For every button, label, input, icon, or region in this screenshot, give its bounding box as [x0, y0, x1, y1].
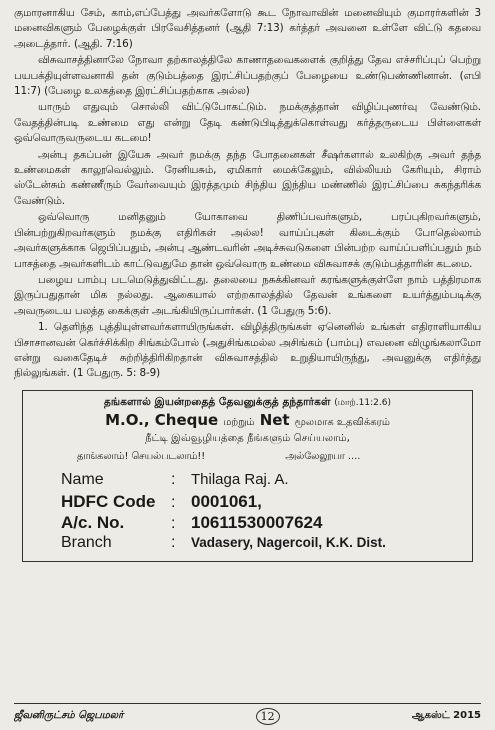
bank-details: [31, 471, 464, 555]
paragraph: பழைய பாம்பு படமெடுத்துவிட்டது. தலையை நசுக்கினவர் கரங்களுக்குள்ளே நாம் பத்திரமாக இருப்பதுதான் மிக நல்லது. ஆகையால் எற்றகாலத்தில் தேவன் உங்களை உயர்த்தும்படிக்கு அவருடைய பலத்த கைக்குள் அடங்கியிருப்பார்கள். (1 பேதுரு 5:6).: [14, 273, 481, 317]
bank-row-branch: Branch : Vadasery, Nagercoil, K.K. Dist.: [61, 533, 386, 551]
article-body: [14, 6, 481, 382]
donation-box-title: [31, 395, 464, 411]
exclamation-line: [31, 449, 464, 465]
exclamation-left: தாங்கலாம்! செயல்படலாம்!!: [77, 450, 206, 462]
bank-label: HDFC Code: [61, 491, 156, 511]
payment-mo-cheque: M.O., Cheque: [105, 410, 219, 429]
bank-row-account: A/c. No. : 10611530007624: [61, 512, 323, 532]
bank-row-code: HDFC Code : 0001061,: [61, 491, 262, 511]
ministry-line: நீட்டி இவ்வூழியத்தை நீங்களும் செய்யலாம்,: [145, 432, 350, 444]
bank-value: Thilaga Raj. A.: [191, 470, 289, 488]
bank-value: 0001061,: [191, 491, 262, 511]
bank-label: Branch: [61, 533, 112, 551]
paragraph: அன்பு தகப்பன் இயேசு அவர் நமக்கு தந்த போதனைகள் சீஷர்களால் உலகிற்கு அவர் தந்த உண்மைகள் காலூவெல்லும். ரேனியசும், ஏமிகார் மைக்கேலும், வில்லியம் கேரியும், சிராம் ஸ்டேன்சும் கண்ணீரும் வேர்வையும் இரத்தமும் சிந்திய இந்திய மண்ணில் இரட்சிப்பை சுகந்தரிக்க வேண்டும்.: [14, 148, 481, 207]
issue-date: ஆகஸ்ட் 2015: [411, 710, 481, 721]
paragraph: 1. தெளிந்த புத்தியுள்ளவர்களாயிருங்கள். விழித்திருங்கள் ஏனெனில் உங்கள் எதிராளியாகிய பிசாசானவன் கெர்ச்சிக்கிற சிங்கம்போல் (அதுசிங்கமல்ல அசிங்கம் (பாம்பு) எவனை விழுங்கலாமோ என்று வகைதேடிச் சுற்றித்திரிகிறதான் விசுவாசத்தில் உறுதியாயிருந்து, அவனுக்கு எதிர்த்து நில்லுங்கள். (1 பேதுரு. 5: 8-9): [14, 321, 481, 380]
paragraph: ஒவ்வொரு மனிதனும் யோகாவை திணிப்பவர்களும், பரப்புகிறவர்களும், பின்பற்றுகிறவர்களும் நமக்கு எதிரிகள் அல்ல! வாய்ப்புகள் கிடைக்கும் போதெல்லாம் அவர்களுக்காக ஜெபிப்பதும், அன்பு ஆண்டவரின் அடிச்சுவடுகளை பின்பற்ற வாய்ப்பளிப்பதும் நம் பாசத்தை அவர்களிடம் காட்டுவதுமே தான் ஒவ்வொரு உண்மை விசுவாசக் குடும்பத்தாரின் கடமை.: [14, 211, 481, 270]
paragraph: யாரும் எதுவும் சொல்லி விட்டுபோகட்டும். நமக்குத்தான் விழிப்புணர்வு வேண்டும். வேதத்தின்படி உண்மை எது என்று தேடி கண்டுபிடித்துக்கொள்வது கர்த்தருடைய பிள்ளைகள் ஒவ்வொருவருடைய கடமை!: [14, 101, 481, 145]
payment-and: மற்றும்: [223, 416, 255, 428]
bank-label: Name: [61, 470, 104, 488]
bank-value: Vadasery, Nagercoil, K.K. Dist.: [191, 534, 386, 550]
donation-box: [22, 390, 473, 562]
paragraph: குமாரனாகிய சேம், காம்,எப்பேத்து அவர்களோடு கூட நோவாவின் மனைவியும் குமாரர்களின் 3 மனைவிகளும் பேழைக்குள் பிரவேசித்தனர் (ஆதி 7:13) கர்த்தர் அவனை உள்ளே விட்டு கதவை அடைத்தார். (ஆதி. 7:16): [14, 7, 481, 50]
magazine-name: ஜீவனிருட்சம் ஜெபமலர்: [14, 710, 124, 721]
page-footer: [14, 703, 481, 728]
bank-label: A/c. No.: [61, 512, 125, 532]
bank-value: 10611530007624: [191, 512, 323, 532]
box-title-text: தங்களால் இயன்றதைத் தேவனுக்குத் தந்தார்கள்: [104, 395, 331, 408]
paragraph: விசுவாசத்தினாலே நோவா தற்காலத்திலே காணாதவைகளைக் குறித்து தேவ எச்சரிப்புப் பெற்று பயபக்தியுள்ளவனாகி தன் குடும்பத்தை இரட்சிப்பதற்குப் பேழையை உண்டுபண்ணினான். (எபி 11:7) (பேழை உலகத்தை இரட்சிப்பதற்காக அல்ல): [14, 54, 481, 98]
payment-help: மூலமாக உதவிக்கரம்: [294, 416, 390, 428]
payment-net: Net: [259, 410, 290, 429]
hallelujah: அல்லேலூயா ....: [285, 450, 361, 462]
page-number: 12: [256, 708, 280, 725]
box-title-ref: (மாற்.11:2.6): [334, 397, 391, 408]
payment-methods: [31, 411, 464, 432]
bank-row-name: Name : Thilaga Raj. A.: [61, 470, 289, 488]
